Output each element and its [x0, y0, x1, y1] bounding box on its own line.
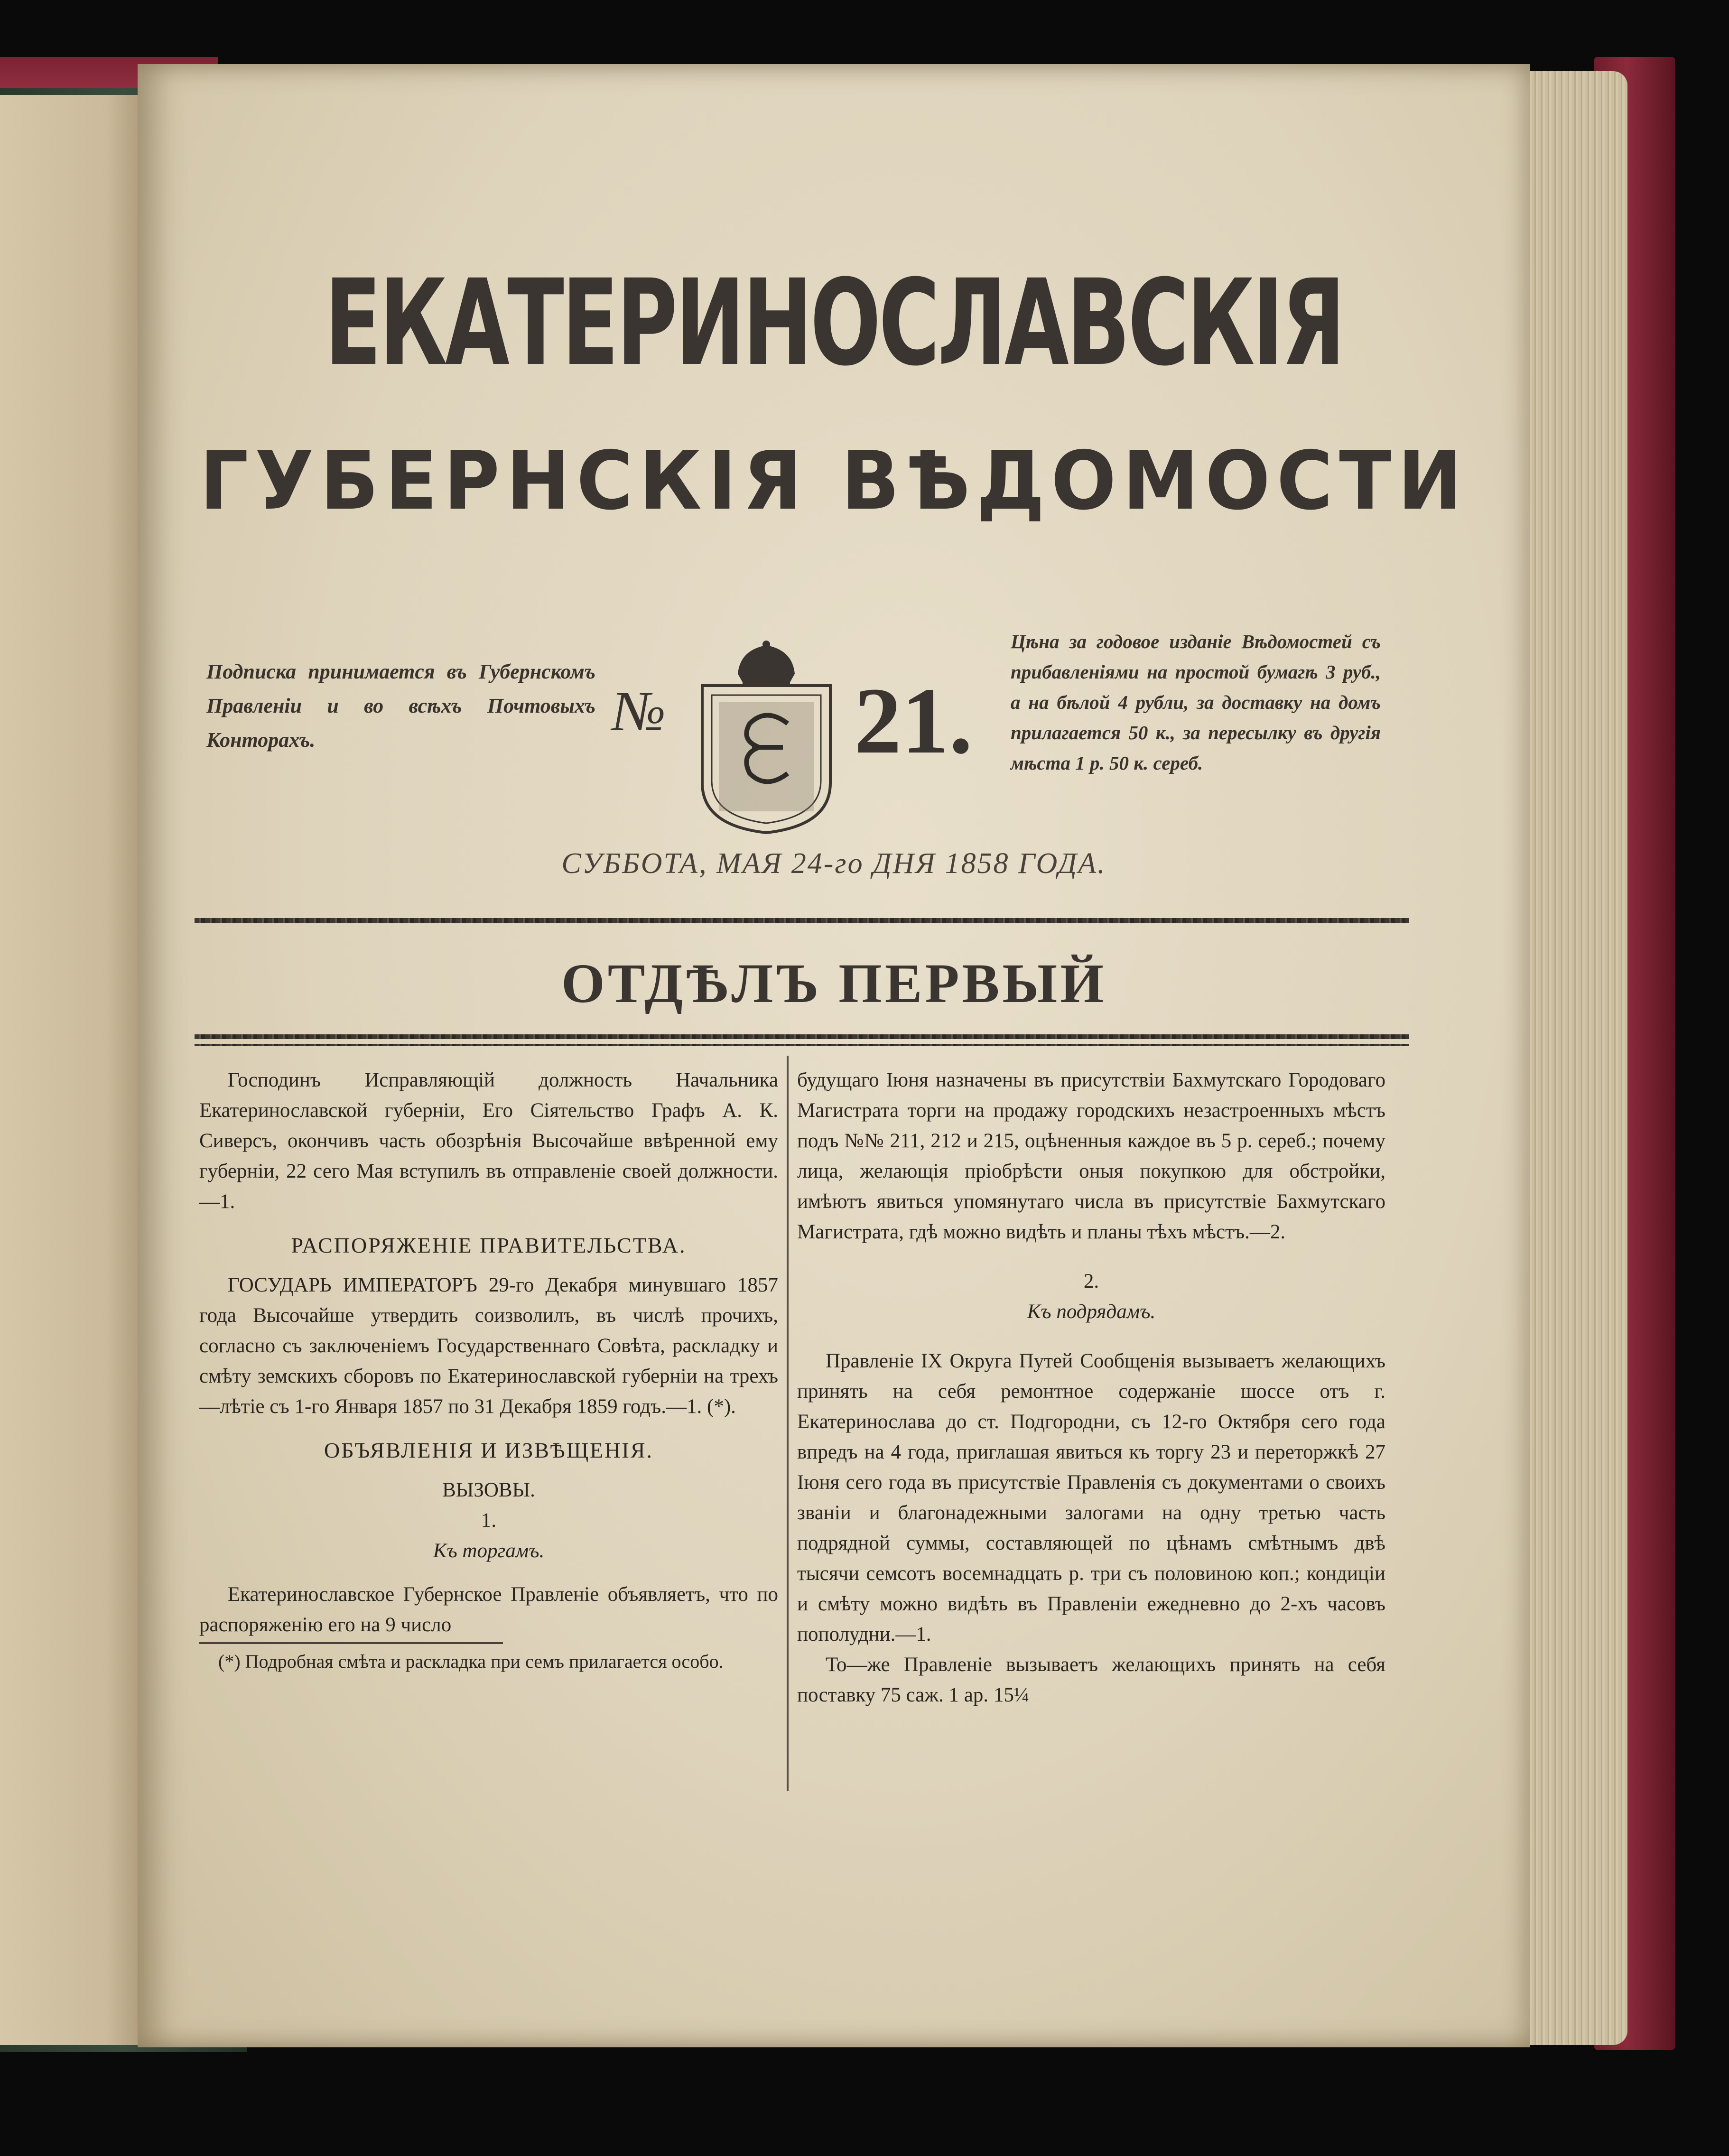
section-title: ОТДѢЛЪ ПЕРВЫЙ — [561, 952, 1106, 1014]
paragraph: будущаго Іюня назначены въ присутствіи Бахмутскаго Городоваго Магистрата торги на продажу городскихъ незастроенныхъ мѣстъ подъ №№ 211, 212 и 215, оцѣненныя каждое въ 5 р. сереб.; почему лица, желающія пріобрѣсти оныя покупкою для обстройки, имѣютъ явиться упомянутаго числа въ присутствіе Бахмутскаго Магистрата, гдѣ можно видѣть и планы тѣхъ мѣстъ.—2. — [797, 1069, 1385, 1243]
subsection-title: Къ подрядамъ. — [1027, 1301, 1156, 1323]
footnote: (*) Подробная смѣта и раскладка при семъ прилагается особо. — [218, 1651, 724, 1672]
item-number: 1. — [481, 1509, 497, 1532]
paragraph: Господинъ Исправляющій должность Начальника Екатеринославской губерніи, Его Сіятельство Графъ А. К. Сиверсъ, окончивъ часть обозрѣнія Высочайше ввѣренной ему губерніи, 22 сего Мая вступилъ въ отправленіе своей должности.—1. — [199, 1069, 778, 1213]
dateline: СУББОТА, МАЯ 24-го ДНЯ 1858 ГОДА. — [561, 847, 1106, 880]
subsection-title: Къ торгамъ. — [433, 1540, 545, 1562]
footnote-rule — [199, 1642, 503, 1644]
left-column — [199, 1065, 778, 1675]
issue-number: 21. — [854, 669, 973, 773]
issue-number-sign: № — [612, 679, 666, 743]
item-number: 2. — [1083, 1270, 1099, 1292]
column-divider — [787, 1056, 789, 1791]
paragraph: Правленіе IX Округа Путей Сообщенія вызываетъ желающихъ принять на себя ремонтное содержаніе шоссе отъ г. Екатеринослава до ст. Подгородни, съ 12-го Октября сего года впредъ на 4 года, приглашая явиться къ торгу 23 и переторжкѣ 27 Іюня сего года въ присутствіе Правленія съ документами о своихъ званіи и благонадежными залогами на одну третью часть подрядной суммы, составляющей по цѣнамъ смѣтнымъ двѣ тысячи семсотъ восемнадцать р. три съ половиною коп.; кондиціи и смѣту можно видѣть въ Правленіи ежедневно до 2-хъ часовъ пополудни.—1. — [797, 1350, 1385, 1645]
right-column — [797, 1065, 1385, 1710]
masthead-title-line2: ГУБЕРНСКІЯ ВѢДОМОСТИ — [199, 434, 1469, 528]
section-heading: РАСПОРЯЖЕНІЕ ПРАВИТЕЛЬСТВА. — [291, 1233, 687, 1257]
price-note: Цѣна за годовое изданіе Вѣдомостей съ прибавленіями на простой бумагѣ 3 руб., а на бѣлой 4 рубли, за доставку на домъ прилагается 50 к., за пересылку въ другія мѣста 1 р. 50 к. сереб. — [1011, 631, 1381, 774]
newspaper-page — [138, 64, 1530, 2047]
paragraph: ГОСУДАРЬ ИМПЕРАТОРЪ 29-го Декабря минувшаго 1857 года Высочайше утвердить соизволилъ, въ числѣ прочихъ, согласно съ заключеніемъ Государственнаго Совѣта, раскладку и смѣту земскихъ сборовъ по Екатеринославской губерніи на трехъ—лѣтіе съ 1-го Января 1857 по 31 Декабря 1859 годъ.—1. (*). — [199, 1274, 778, 1418]
subsection-heading: ВЫЗОВЫ. — [442, 1479, 535, 1501]
paragraph: То—же Правленіе вызываетъ желающихъ принять на себя поставку 75 саж. 1 ар. 15¼ — [797, 1654, 1385, 1706]
masthead-title-line1: ЕКАТЕРИНОСЛАВСКІЯ — [325, 254, 1343, 392]
section-rule — [195, 1034, 1409, 1039]
page-edges — [1518, 71, 1627, 2045]
coat-of-arms-icon — [697, 641, 835, 835]
section-heading: ОБЪЯВЛЕНІЯ И ИЗВѢЩЕНІЯ. — [324, 1438, 653, 1462]
previous-page-edge — [0, 95, 152, 2045]
paragraph: Екатеринославское Губернское Правленіе объявляетъ, что по распоряженію его на 9 число — [199, 1583, 778, 1636]
subscription-note: Подписка принимается въ Губернскомъ Правленіи и во всѣхъ Почтовыхъ Конторахъ. — [206, 660, 595, 752]
section-rule-thin — [195, 1044, 1409, 1046]
top-rule — [195, 918, 1409, 923]
